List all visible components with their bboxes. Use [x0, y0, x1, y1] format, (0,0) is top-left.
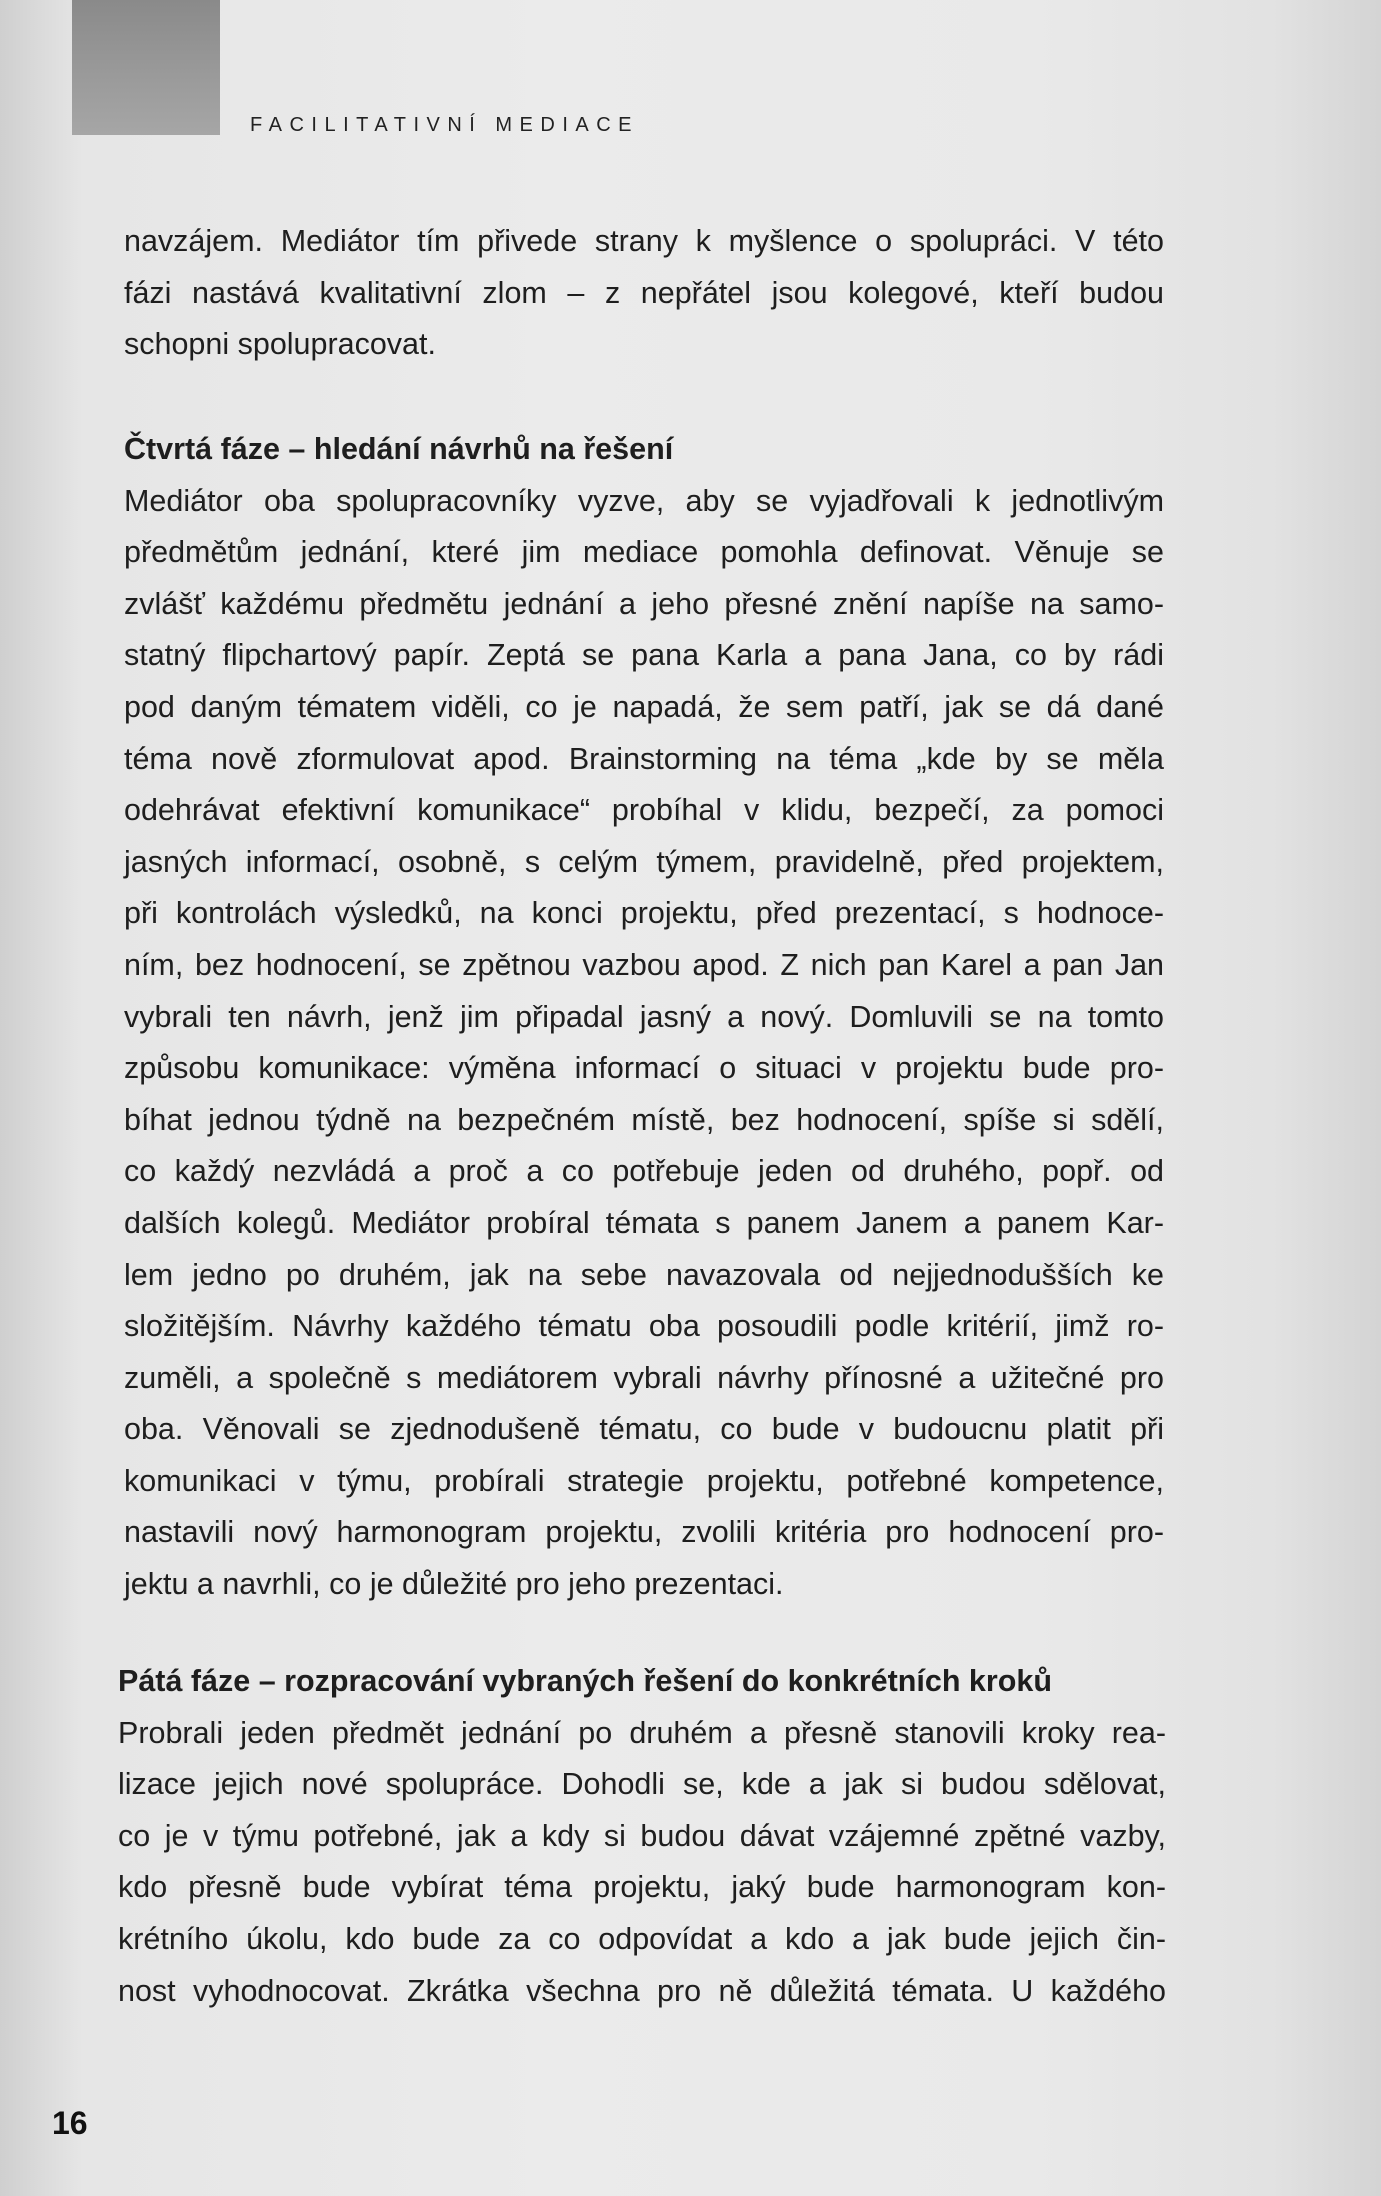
text-line: navzájem. Mediátor tím přivede strany k myšlence o spolupráci. V této [124, 224, 1164, 258]
text-line: lizace jejich nové spolupráce. Dohodli se, kde a jak si budou sdělovat, [118, 1767, 1166, 1802]
text-line: složitějším. Návrhy každého tématu oba posoudili podle kritérií, jimž ro- [124, 1309, 1164, 1344]
text-line: dalších kolegů. Mediátor probíral témata s panem Janem a panem Kar- [124, 1205, 1164, 1240]
text-line: schopni spolupracovat. [124, 327, 436, 362]
running-head: FACILITATIVNÍ MEDIACE [250, 114, 640, 136]
text-line: jasných informací, osobně, s celým týmem, pravidelně, před projektem, [124, 844, 1164, 879]
text-line: co každý nezvládá a proč a co potřebuje jeden od druhého, popř. od [124, 1154, 1164, 1189]
text-line: bíhat jednou týdně na bezpečném místě, bez hodnocení, spíše si sdělí, [124, 1102, 1164, 1137]
section-fourth-phase [124, 424, 1164, 1611]
text-line: Mediátor oba spolupracovníky vyzve, aby se vyjadřovali k jednotlivým [124, 483, 1164, 518]
text-line: téma nově zformulovat apod. Brainstorming na téma „kde by se měla [124, 741, 1164, 776]
text-line: oba. Věnovali se zjednodušeně tématu, co bude v budoucnu platit při [124, 1412, 1164, 1447]
text-line: způsobu komunikace: výměna informací o situaci v projektu bude pro- [124, 1051, 1164, 1086]
text-line: předmětům jednání, které jim mediace pomohla definovat. Věnuje se [124, 535, 1164, 570]
page-number: 16 [52, 2105, 88, 2141]
section-heading: Čtvrtá fáze – hledání návrhů na řešení [124, 432, 674, 466]
section-fifth-phase [118, 1656, 1166, 2017]
text-line: kdo přesně bude vybírat téma projektu, jaký bude harmonogram kon- [118, 1870, 1166, 1905]
text-line: jektu a navrhli, co je důležité pro jeho prezentaci. [124, 1567, 784, 1602]
text-line: komunikaci v týmu, probírali strategie projektu, potřebné kompetence, [124, 1463, 1164, 1498]
section-heading: Pátá fáze – rozpracování vybraných řešení do konkrétních kroků [118, 1664, 1052, 1698]
text-line: ním, bez hodnocení, se zpětnou vazbou apod. Z nich pan Karel a pan Jan [124, 947, 1164, 982]
text-line: krétního úkolu, kdo bude za co odpovídat a kdo a jak bude jejich čin- [118, 1921, 1166, 1956]
text-line: vybrali ten návrh, jenž jim připadal jasný a nový. Domluvili se na tomto [124, 999, 1164, 1034]
text-line: co je v týmu potřebné, jak a kdy si budou dávat vzájemné zpětné vazby, [118, 1818, 1166, 1853]
text-line: fázi nastává kvalitativní zlom – z nepřátel jsou kolegové, kteří budou [124, 275, 1164, 310]
text-line: nost vyhodnocovat. Zkrátka všechna pro ně důležitá témata. U každého [118, 1973, 1166, 2008]
text-line: při kontrolách výsledků, na konci projektu, před prezentací, s hodnoce- [124, 896, 1164, 931]
corner-tab-marker [72, 0, 220, 135]
text-line: lem jedno po druhém, jak na sebe navazovala od nejjednodušších ke [124, 1257, 1164, 1292]
text-line: zvlášť každému předmětu jednání a jeho přesné znění napíše na samo- [124, 586, 1164, 621]
text-line: pod daným tématem viděli, co je napadá, že sem patří, jak se dá dané [124, 689, 1164, 724]
text-line: Probrali jeden předmět jednání po druhém a přesně stanovili kroky rea- [118, 1715, 1166, 1750]
text-line: zuměli, a společně s mediátorem vybrali návrhy přínosné a užitečné pro [124, 1360, 1164, 1395]
intro-paragraph [124, 216, 1164, 371]
text-line: nastavili nový harmonogram projektu, zvolili kritéria pro hodnocení pro- [124, 1515, 1164, 1550]
text-line: odehrávat efektivní komunikace“ probíhal v klidu, bezpečí, za pomoci [124, 793, 1164, 828]
text-line: statný flipchartový papír. Zeptá se pana Karla a pana Jana, co by rádi [124, 638, 1164, 673]
